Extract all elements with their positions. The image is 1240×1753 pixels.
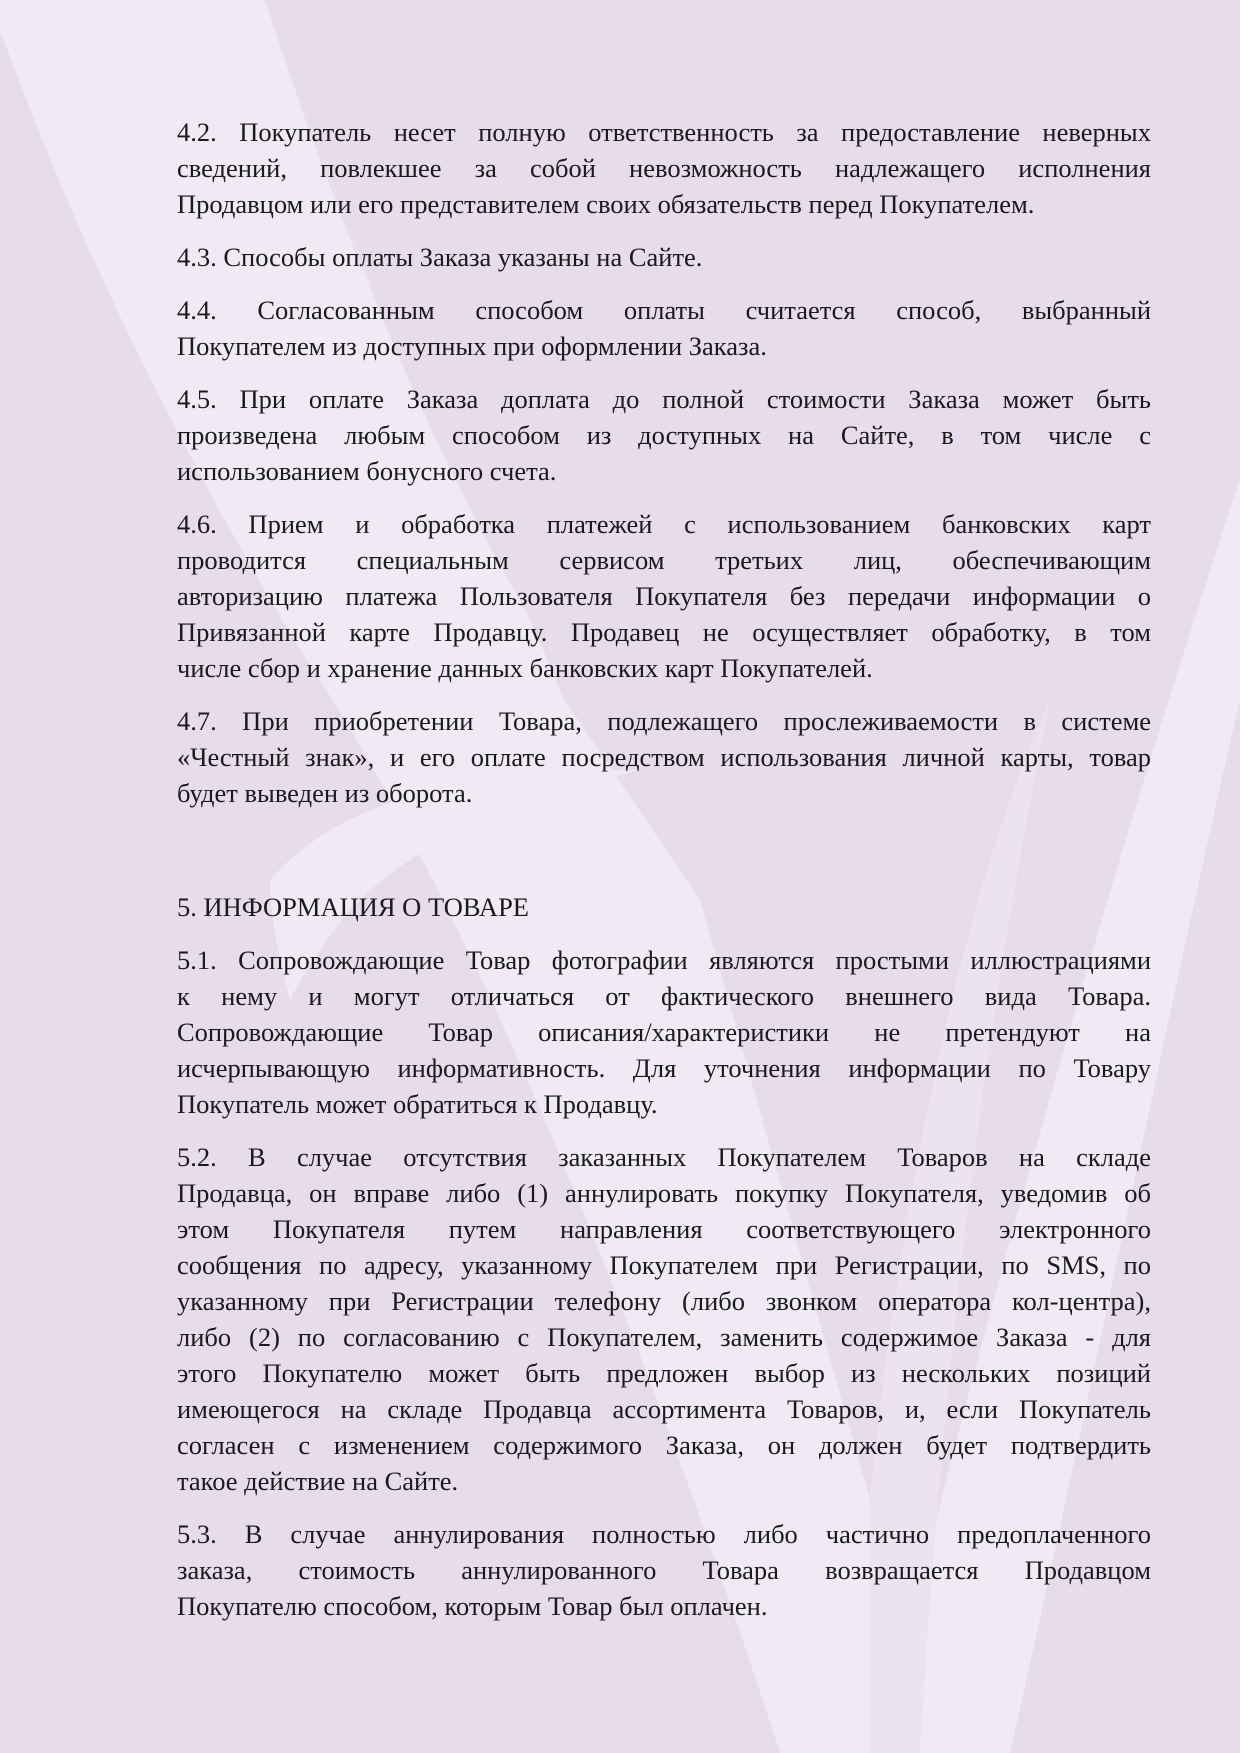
- text-line: 4.5. При оплате Заказа доплата до полной стоимости Заказа может быть: [177, 384, 1151, 414]
- clause-paragraph: [177, 1139, 1151, 1499]
- text-line: проводится специальным сервисом третьих лиц, обеспечивающим: [177, 545, 1151, 575]
- clause-paragraph: [177, 381, 1151, 489]
- text-line: исчерпывающую информативность. Для уточнения информации по Товару: [177, 1053, 1151, 1083]
- text-line: 5.2. В случае отсутствия заказанных Покупателем Товаров на складе: [177, 1142, 1151, 1172]
- text-line: Покупателем из доступных при оформлении Заказа.: [177, 331, 767, 361]
- text-line: 4.3. Способы оплаты Заказа указаны на Сайте.: [177, 242, 703, 272]
- text-line: произведена любым способом из доступных на Сайте, в том числе с: [177, 420, 1151, 450]
- text-line: этом Покупателя путем направления соответствующего электронного: [177, 1214, 1151, 1244]
- clause-paragraph: [177, 942, 1151, 1122]
- text-line: этого Покупателю может быть предложен выбор из нескольких позиций: [177, 1358, 1151, 1388]
- text-line: заказа, стоимость аннулированного Товара возвращается Продавцом: [177, 1555, 1151, 1585]
- text-line: Покупатель может обратиться к Продавцу.: [177, 1089, 658, 1119]
- text-line: числе сбор и хранение данных банковских карт Покупателей.: [177, 653, 873, 683]
- clause-paragraph: [177, 114, 1151, 222]
- text-line: такое действие на Сайте.: [177, 1466, 459, 1496]
- text-line: 4.7. При приобретении Товара, подлежащего прослеживаемости в системе: [177, 706, 1151, 736]
- section-5-heading: 5. ИНФОРМАЦИЯ О ТОВАРЕ: [177, 892, 529, 922]
- text-line: Сопровождающие Товар описания/характеристики не претендуют на: [177, 1017, 1151, 1047]
- text-line: Привязанной карте Продавцу. Продавец не осуществляет обработку, в том: [177, 617, 1151, 647]
- clause-paragraph: [177, 292, 1151, 364]
- text-line: будет выведен из оборота.: [177, 778, 473, 808]
- text-line: 5.1. Сопровождающие Товар фотографии являются простыми иллюстрациями: [177, 945, 1151, 975]
- text-line: Продавцом или его представителем своих обязательств перед Покупателем.: [177, 189, 1035, 219]
- text-line: указанному при Регистрации телефону (либо звонком оператора кол-центра),: [177, 1286, 1151, 1316]
- clause-paragraph: [177, 239, 1151, 275]
- text-line: Продавца, он вправе либо (1) аннулировать покупку Покупателя, уведомив об: [177, 1178, 1151, 1208]
- text-line: «Честный знак», и его оплате посредством использования личной карты, товар: [177, 742, 1151, 772]
- clause-paragraph: [177, 1516, 1151, 1624]
- text-line: 5.3. В случае аннулирования полностью либо частично предоплаченного: [177, 1519, 1151, 1549]
- clause-paragraph: [177, 703, 1151, 811]
- text-line: к нему и могут отличаться от фактического внешнего вида Товара.: [177, 981, 1151, 1011]
- text-line: сведений, повлекшее за собой невозможность надлежащего исполнения: [177, 153, 1151, 183]
- text-line: Покупателю способом, которым Товар был оплачен.: [177, 1591, 768, 1621]
- text-line: 4.2. Покупатель несет полную ответственность за предоставление неверных: [177, 117, 1151, 147]
- clause-paragraph: [177, 506, 1151, 686]
- text-line: 4.6. Прием и обработка платежей с использованием банковских карт: [177, 509, 1151, 539]
- section-5-product-info: [177, 942, 1151, 1624]
- section-4-payment: [177, 114, 1151, 811]
- text-line: имеющегося на складе Продавца ассортимента Товаров, и, если Покупатель: [177, 1394, 1151, 1424]
- text-line: использованием бонусного счета.: [177, 456, 557, 486]
- text-line: либо (2) по согласованию с Покупателем, заменить содержимое Заказа - для: [177, 1322, 1151, 1352]
- document-body: [177, 114, 1151, 1641]
- text-line: авторизацию платежа Пользователя Покупателя без передачи информации о: [177, 581, 1151, 611]
- text-line: сообщения по адресу, указанному Покупателем при Регистрации, по SMS, по: [177, 1250, 1151, 1280]
- text-line: согласен с изменением содержимого Заказа, он должен будет подтвердить: [177, 1430, 1151, 1460]
- text-line: 4.4. Согласованным способом оплаты считается способ, выбранный: [177, 295, 1151, 325]
